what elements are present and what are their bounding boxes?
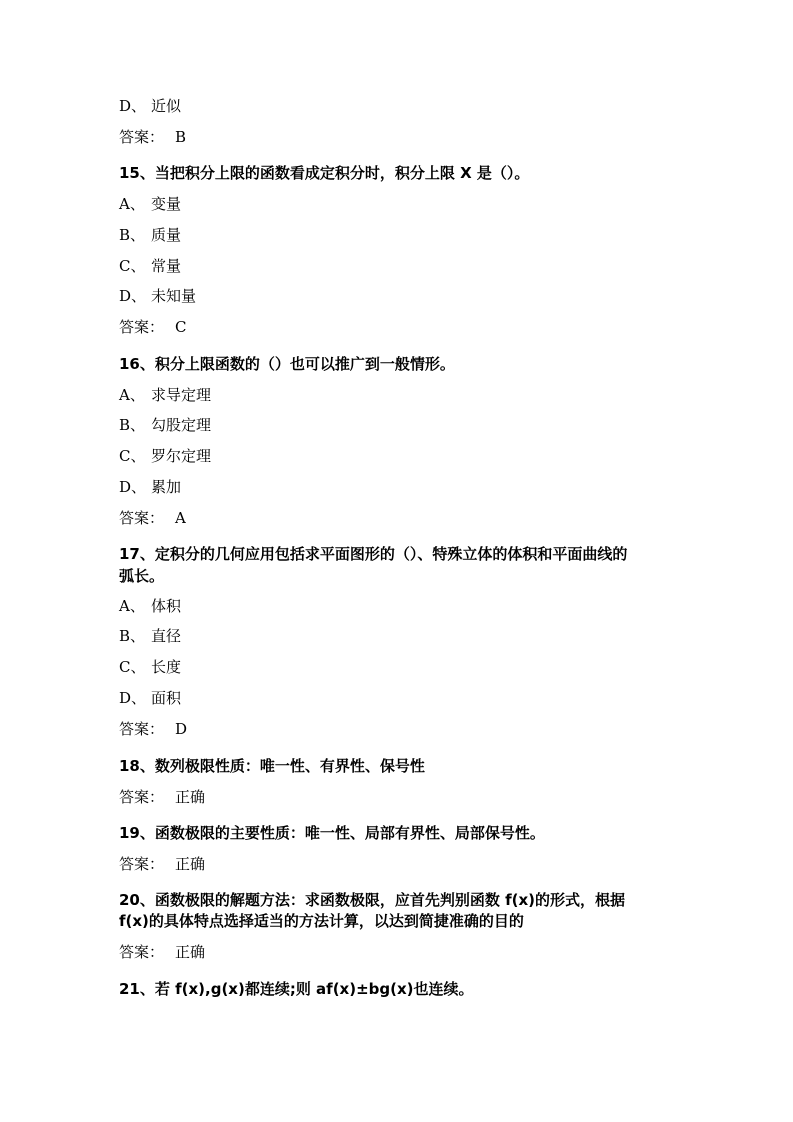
answer-line: [119, 508, 186, 528]
option-text: 质量: [151, 226, 182, 244]
option-line: [119, 415, 211, 435]
option-label: B、: [119, 627, 146, 645]
answer-label: 答案：: [119, 855, 165, 873]
option-line: [119, 96, 181, 116]
option-text: 未知量: [151, 287, 197, 305]
option-label: A、: [119, 597, 145, 615]
question-18: 18、数列极限性质：唯一性、有界性、保号性: [119, 757, 425, 775]
question-15: 15、当把积分上限的函数看成定积分时，积分上限 X 是（）。: [119, 164, 530, 182]
answer-line: [119, 317, 186, 337]
option-line: [119, 286, 196, 306]
option-line: [119, 477, 181, 497]
answer-line: [119, 127, 186, 147]
answer-value: C: [175, 318, 187, 336]
option-line: [119, 446, 211, 466]
option-label: A、: [119, 386, 145, 404]
option-label: C、: [119, 658, 146, 676]
option-text: 体积: [151, 597, 182, 615]
option-line: [119, 657, 181, 677]
question-17: 17、定积分的几何应用包括求平面图形的（）、特殊立体的体积和平面曲线的: [119, 545, 628, 563]
option-label: C、: [119, 447, 146, 465]
question-17-continued: 弧长。: [119, 567, 165, 585]
option-line: [119, 225, 181, 245]
option-text: 面积: [151, 689, 182, 707]
answer-value: 正确: [175, 855, 206, 873]
option-line: [119, 596, 181, 616]
question-20-continued: f(x)的具体特点选择适当的方法计算，以达到简捷准确的目的: [119, 912, 524, 930]
answer-label: 答案：: [119, 128, 165, 146]
option-text: 长度: [151, 658, 182, 676]
option-label: C、: [119, 257, 146, 275]
answer-label: 答案：: [119, 318, 165, 336]
option-text: 罗尔定理: [151, 447, 212, 465]
question-21: 21、若 f(x),g(x)都连续;则 af(x)±bg(x)也连续。: [119, 980, 474, 998]
answer-value: A: [175, 509, 186, 527]
option-line: [119, 626, 181, 646]
answer-value: 正确: [175, 788, 206, 806]
question-19: 19、函数极限的主要性质：唯一性、局部有界性、局部保号性。: [119, 824, 545, 842]
option-label: A、: [119, 195, 145, 213]
answer-label: 答案：: [119, 720, 165, 738]
answer-label: 答案：: [119, 943, 165, 961]
option-label: D、: [119, 97, 147, 115]
option-text: 常量: [151, 257, 182, 275]
option-label: B、: [119, 416, 146, 434]
answer-value: D: [175, 720, 188, 738]
option-line: [119, 256, 181, 276]
option-line: [119, 688, 181, 708]
option-line: [119, 385, 211, 405]
answer-line: [119, 719, 187, 739]
option-text: 求导定理: [151, 386, 212, 404]
option-label: D、: [119, 287, 147, 305]
option-label: B、: [119, 226, 146, 244]
answer-line: [119, 942, 205, 962]
option-text: 近似: [151, 97, 182, 115]
answer-value: 正确: [175, 943, 206, 961]
answer-value: B: [175, 128, 187, 146]
answer-line: [119, 787, 205, 807]
option-text: 直径: [151, 627, 182, 645]
question-16: 16、积分上限函数的（）也可以推广到一般情形。: [119, 355, 455, 373]
answer-line: [119, 854, 205, 874]
answer-label: 答案：: [119, 509, 165, 527]
option-text: 变量: [151, 195, 182, 213]
option-text: 勾股定理: [151, 416, 212, 434]
option-line: [119, 194, 181, 214]
option-label: D、: [119, 478, 147, 496]
question-20: 20、函数极限的解题方法：求函数极限，应首先判别函数 f(x)的形式，根据: [119, 891, 626, 909]
option-text: 累加: [151, 478, 182, 496]
option-label: D、: [119, 689, 147, 707]
answer-label: 答案：: [119, 788, 165, 806]
